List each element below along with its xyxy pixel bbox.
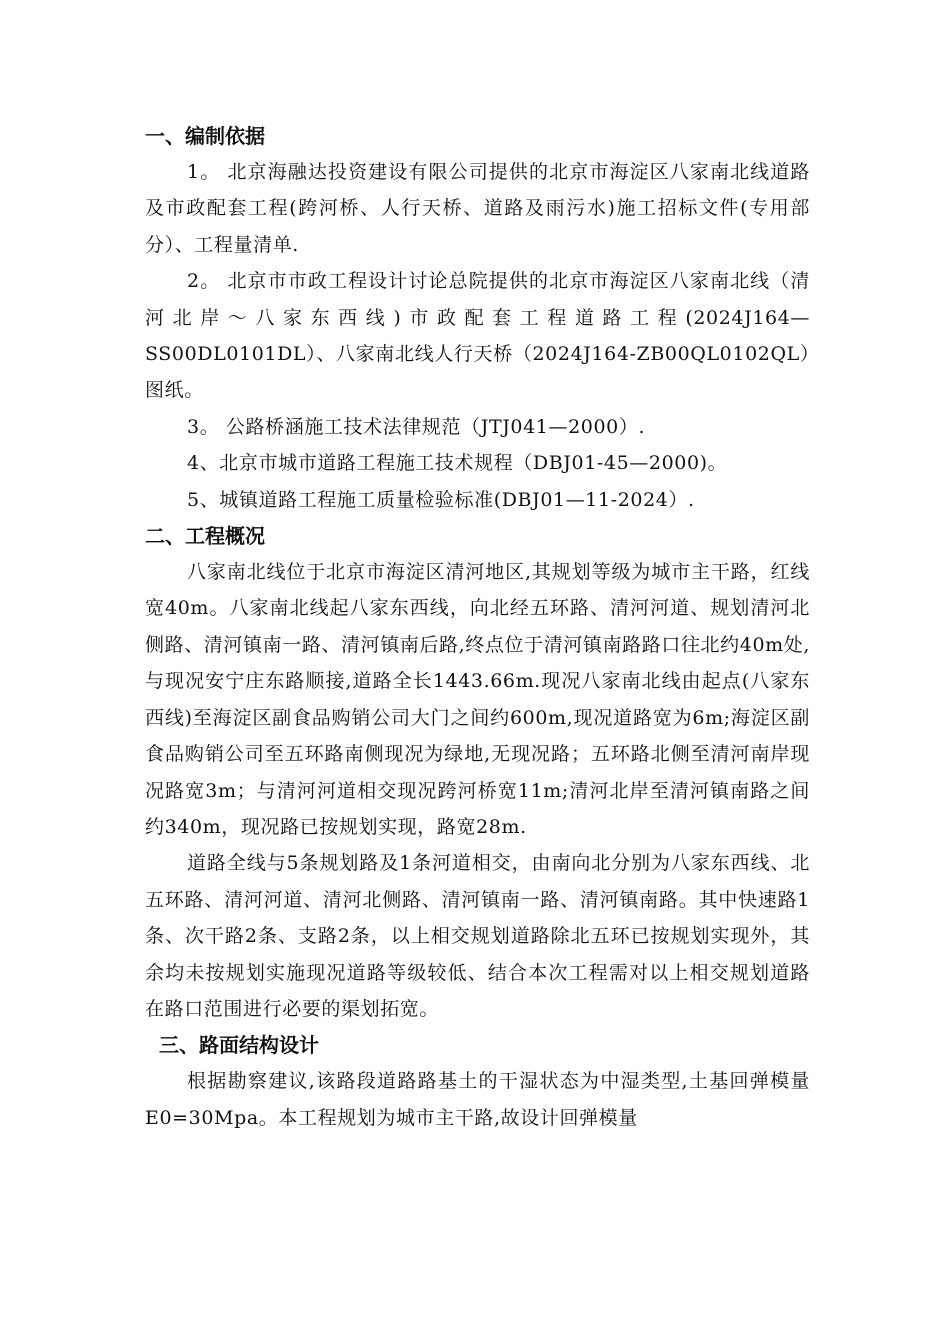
- overview-paragraph-2: 道路全线与5条规划路及1条河道相交，由南向北分别为八家东西线、北五环路、清河河道、清河北侧路、清河镇南一路、清河镇南路。其中快速路1条、次干路2条、支路2条，以上相交规划道路除北五环已按规划实现外，其余均未按规划实施现况道路等级较低、结合本次工程需对以上相交规划道路在路口范围进行必要的渠划拓宽。: [145, 852, 810, 1020]
- pavement-paragraph-1: 根据勘察建议,该路段道路路基土的干湿状态为中湿类型,土基回弹模量E0=30Mpa。本工程规划为城市主干路,故设计回弹模量: [145, 1070, 810, 1129]
- document-body: [145, 118, 810, 1136]
- basis-item-1: 1。 北京海融达投资建设有限公司提供的北京市海淀区八家南北线道路及市政配套工程(跨河桥、人行天桥、道路及雨污水)施工招标文件(专用部分）、工程量清单.: [145, 161, 810, 256]
- basis-item-2: 2。 北京市市政工程设计讨论总院提供的北京市海淀区八家南北线（清河北岸～八家东西线)市政配套工程道路工程(2024J164—SS00DL0101DL）、八家南北线人行天桥（2024J164-ZB00QL0102QL）图纸。: [145, 270, 810, 402]
- section-heading-pavement: 三、路面结构设计: [159, 1033, 319, 1058]
- overview-paragraph-1: 八家南北线位于北京市海淀区清河地区,其规划等级为城市主干路，红线宽40m。八家南北线起八家东西线，向北经五环路、清河河道、规划清河北侧路、清河镇南一路、清河镇南后路,终点位于清河镇南路路口往北约40m处,与现况安宁庄东路顺接,道路全长1443.66m.现况八家南北线由起点(八家东西线)至海淀区副食品购销公司大门之间约600m,现况道路宽为6m;海淀区副食品购销公司至五环路南侧现况为绿地,无现况路；五环路北侧至清河南岸现况路宽3m；与清河河道相交现况跨河桥宽11m;清河北岸至清河镇南路之间约340m，现况路已按规划实现，路宽28m.: [145, 561, 810, 838]
- basis-item-3: 3。 公路桥涵施工技术法律规范（JTJ041—2000）.: [187, 415, 646, 438]
- section-heading-overview: 二、工程概况: [145, 524, 265, 549]
- basis-item-5: 5、城镇道路工程施工质量检验标准(DBJ01—11-2024）.: [187, 488, 695, 511]
- basis-item-4: 4、北京市城市道路工程施工技术规程（DBJ01-45—2000)。: [187, 452, 728, 475]
- section-heading-basis: 一、编制依据: [145, 124, 265, 148]
